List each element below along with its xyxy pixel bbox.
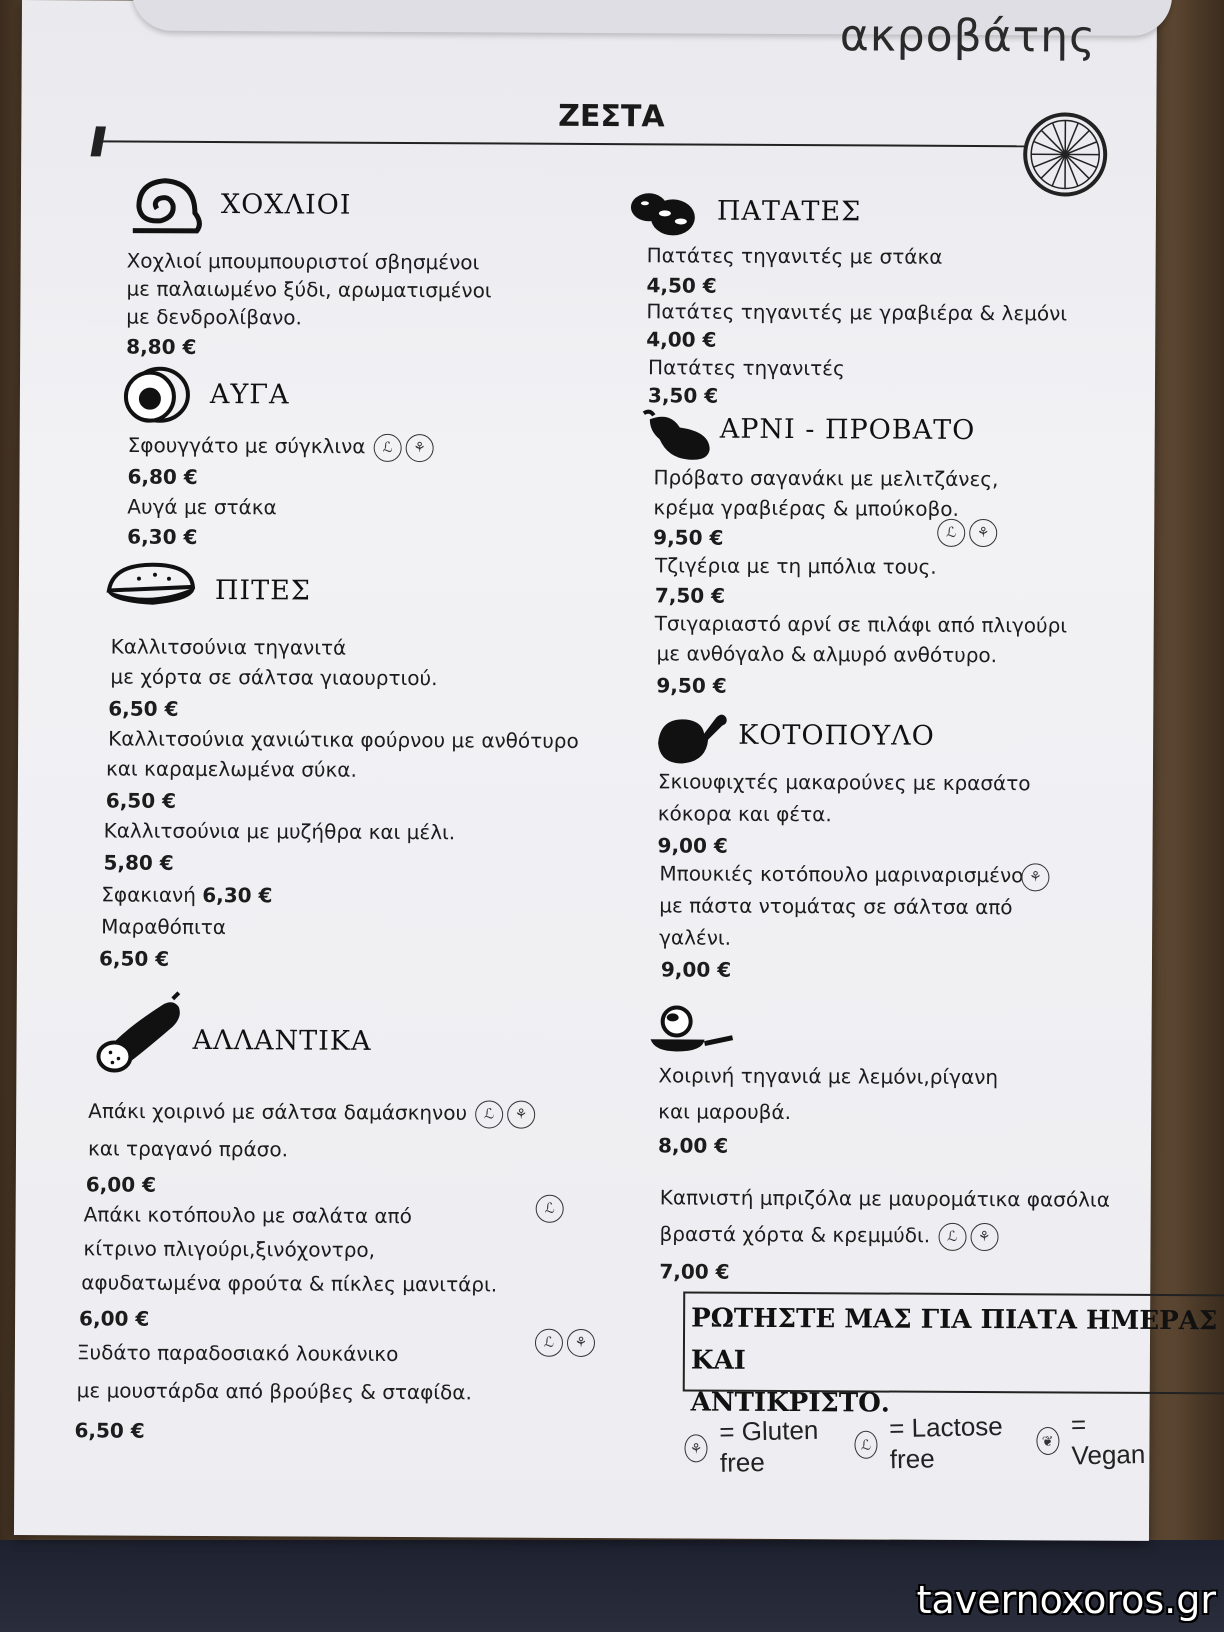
lamb-item-price: 9,50 € [656, 673, 727, 698]
pies-item-line: και καραμελωμένα σύκα. [105, 756, 357, 782]
chicken-item-line: Σκιουφιχτές μακαρούνες με κρασάτο [657, 769, 1031, 796]
pies-item-price: 5,80 € [103, 850, 174, 875]
lamb-item-line: Τζιγέρια με τη μπόλια τους. [654, 553, 937, 579]
pies-item-line: Καλλιτσούνια τηγανιτά [110, 634, 347, 660]
pork-item-line: και μαρουβά. [658, 1099, 792, 1125]
gluten-free-icon: ⚘ [970, 1223, 998, 1251]
section-title-eggs: ΑΥΓΑ [209, 378, 290, 411]
legend-gluten-free: = Gluten free [718, 1414, 819, 1478]
pies-item-price: 6,50 € [108, 696, 179, 721]
potato-icon [627, 187, 699, 239]
lactose-free-icon: ℒ [373, 434, 401, 462]
potatoes-item-price: 4,00 € [646, 327, 717, 352]
cured-item-line: και τραγανό πράσο. [87, 1136, 289, 1162]
egg-icon [120, 363, 192, 425]
cured-item-marks [535, 1329, 595, 1357]
lactose-free-icon: ℒ [475, 1100, 503, 1128]
lamb-item-line: κρέμα γραβιέρας & μπούκοβο. [653, 495, 959, 521]
lamb-item-price: 7,50 € [654, 583, 726, 608]
section-title-lamb: ΑΡΝΙ - ΠΡΟΒΑΤΟ [719, 413, 976, 446]
chicken-item-line: γαλένι. [659, 925, 732, 950]
pies-item-line: Καλλιτσούνια με μυζήθρα και μέλι. [103, 818, 456, 845]
brand-logo: ακροβάτης [839, 10, 1097, 63]
frying-pan-icon [646, 999, 736, 1059]
chicken-item-price: 9,00 € [660, 957, 732, 982]
pork-item-line: βραστά χόρτα & κρεμμύδι. ℒ ⚘ [659, 1221, 998, 1251]
pies-item-price: 6,50 € [105, 788, 177, 813]
potatoes-item-price: 3,50 € [647, 383, 719, 408]
gluten-free-icon: ⚘ [567, 1329, 595, 1357]
lamb-item-price: 9,50 € [653, 525, 724, 550]
lamb-item-line: Πρόβατο σαγανάκι με μελιτζάνες, [653, 465, 999, 492]
dietary-legend [684, 1408, 1150, 1480]
lamb-item-line: Τσιγαριαστό αρνί σε πιλάφι από πλιγούρι [654, 611, 1068, 638]
pies-item-line: Καλλιτσούνια χανιώτικα φούρνου με ανθότυρο [108, 726, 579, 753]
pork-item-line: Χοιρινή τηγανιά με λεμόνι,ρίγανη [658, 1063, 999, 1090]
cured-item-line: Απάκι κοτόπουλο με σαλάτα από [83, 1202, 412, 1229]
snail-icon [125, 173, 205, 237]
chicken-item-price: 9,00 € [657, 833, 728, 858]
eggs-item-price: 6,30 € [127, 524, 198, 549]
eggs-item-line: Σφουγγάτο με σύγκλινα ℒ ⚘ [128, 433, 434, 463]
pork-item-price: 7,00 € [659, 1259, 730, 1284]
section-title-chicken: ΚΟΤΟΠΟΥΛΟ [738, 719, 935, 752]
potatoes-item-line: Πατάτες τηγανιτές με στάκα [646, 243, 943, 269]
title-rule [97, 140, 1027, 147]
chicken-item-line: κόκορα και φέτα. [657, 801, 832, 827]
gluten-free-icon: ⚘ [1021, 863, 1049, 891]
cured-item-line: με μουστάρδα από βρούβες & σταφίδα. [76, 1378, 472, 1405]
lactose-free-icon: ℒ [535, 1329, 563, 1357]
menu-page [14, 0, 1218, 1541]
pie-icon [103, 556, 199, 609]
snails-item-price: 8,80 € [126, 334, 197, 359]
chicken-leg-icon [652, 703, 728, 767]
lamb-item-line: με ανθόγαλο & αλμυρό ανθότυρο. [656, 641, 998, 668]
vegan-icon: ❦ [1036, 1427, 1060, 1455]
page-title: ΖΕΣΤΑ [558, 98, 665, 135]
sausage-icon [92, 990, 188, 1075]
lactose-free-icon: ℒ [937, 519, 965, 547]
cured-item-line: κίτρινο πλιγούρι,ξινόχοντρο, [83, 1236, 376, 1262]
notice-line: ΑΝΤΙΚΡΙΣΤΟ. [690, 1387, 890, 1419]
legend-vegan: = Vegan [1070, 1409, 1146, 1471]
lactose-free-icon: ℒ [854, 1431, 878, 1459]
lactose-free-icon: ℒ [938, 1223, 966, 1251]
legend-lactose-free: = Lactose free [888, 1410, 1003, 1475]
potatoes-item-price: 4,50 € [646, 273, 717, 298]
pies-item-line: Μαραθόπιτα [101, 914, 227, 940]
gluten-free-icon: ⚘ [684, 1434, 708, 1462]
snails-item-line: με δενδρολίβανο. [126, 304, 303, 330]
section-title-snails: ΧΟΧΛΙΟΙ [220, 189, 352, 221]
notice-line: ΡΩΤΗΣΤΕ ΜΑΣ ΓΙΑ ΠΙΑΤΑ ΗΜΕΡΑΣ ΚΑΙ [690, 1303, 1218, 1376]
bicycle-wheel-icon [1021, 110, 1109, 198]
potatoes-item-line: Πατάτες τηγανιτές με γραβιέρα & λεμόνι [646, 299, 1068, 326]
pies-item-price: 6,50 € [98, 946, 170, 971]
potatoes-item-line: Πατάτες τηγανιτές [648, 355, 845, 381]
cured-item-line: Απάκι χοιρινό με σάλτσα δαμάσκηνου ℒ ⚘ [88, 1098, 535, 1128]
pork-item-line: Καπνιστή μπριζόλα με μαυρομάτικα φασόλια [659, 1185, 1110, 1212]
chicken-item-line: Μπουκιές κοτόπουλο μαριναρισμένο [659, 861, 1024, 888]
eggplant-icon [640, 407, 714, 463]
lamb-item-marks [937, 519, 997, 547]
pies-item-line: Σφακιανή 6,30 € [101, 882, 273, 908]
pies-item-price: 6,30 € [202, 882, 273, 908]
cured-item-price: 6,00 € [79, 1306, 150, 1331]
gluten-free-icon: ⚘ [969, 519, 997, 547]
section-title-potatoes: ΠΑΤΑΤΕΣ [716, 195, 862, 228]
gluten-free-icon: ⚘ [405, 434, 433, 462]
eggs-item-line: Αυγά με στάκα [127, 494, 277, 520]
pies-item-line: με χόρτα σε σάλτσα γιαουρτιού. [110, 664, 438, 691]
pork-item-price: 8,00 € [657, 1133, 729, 1158]
cured-item-line: Ξυδάτο παραδοσιακό λουκάνικο [76, 1340, 399, 1366]
cured-item-line: αφυδατωμένα φρούτα & πίκλες μανιτάρι. [81, 1270, 498, 1297]
section-title-pies: ΠΙΤΕΣ [214, 575, 312, 607]
daily-specials-notice [683, 1291, 1224, 1419]
section-title-cured-meats: ΑΛΛΑΝΤΙΚΑ [192, 1024, 372, 1057]
chicken-item-line: με πάστα ντομάτας σε σάλτσα από [659, 893, 1013, 920]
lactose-free-icon: ℒ [536, 1195, 564, 1223]
snails-item-line: με παλαιωμένο ξύδι, αρωματισμένοι [126, 276, 492, 303]
cured-item-price: 6,50 € [74, 1418, 145, 1443]
cured-item-price: 6,00 € [85, 1172, 157, 1197]
snails-item-line: Χοχλιοί μπουμπουριστοί σβησμένοι [126, 248, 480, 275]
watermark: tavernoxoros.gr [916, 1578, 1216, 1622]
gluten-free-icon: ⚘ [507, 1101, 535, 1129]
eggs-item-price: 6,80 € [127, 464, 198, 489]
